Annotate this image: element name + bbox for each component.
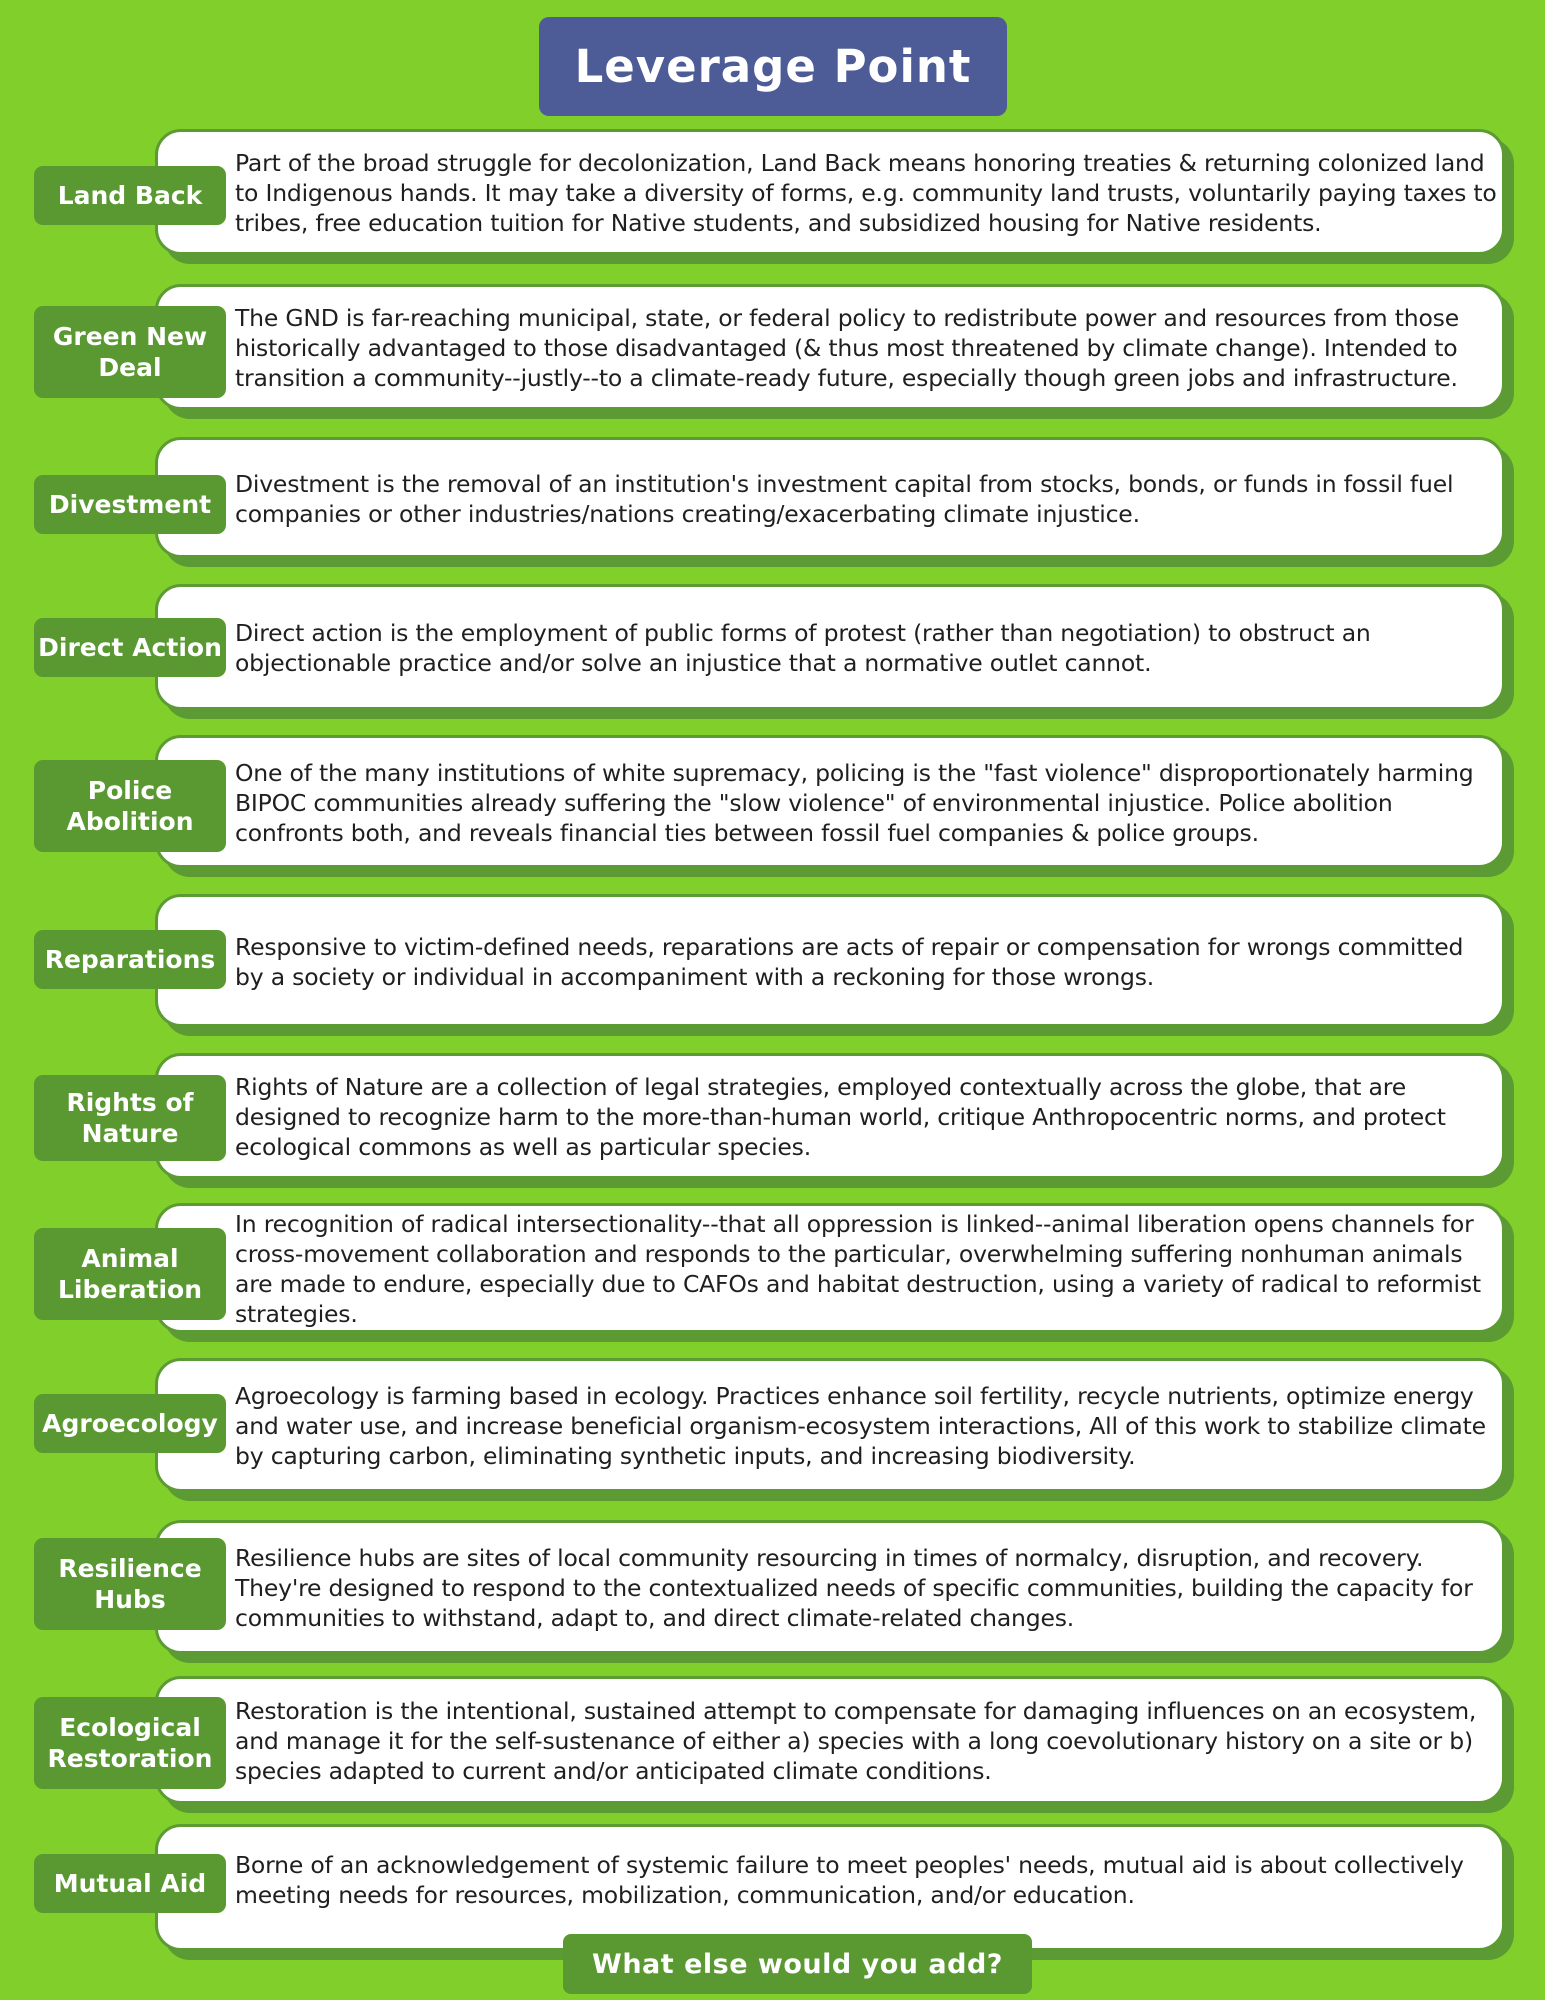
item-label: Green New Deal [34,306,226,398]
page-title-box [539,17,1007,116]
item-description: The GND is far-reaching municipal, state, or federal policy to redistribute power and resources from those historically advantaged to those disadvantaged (& thus most threatened by climate change). Intended to transition a community--justly--to a climate-ready future, especially though green jobs and infrastructure. [235,304,1459,392]
item-description: Borne of an acknowledgement of systemic failure to meet peoples' needs, mutual aid is about collectively meeting needs for resources, mobilization, communication, and/or education. [235,1851,1464,1909]
footer-prompt-box [563,1934,1032,1994]
item-label: Animal Liberation [34,1228,226,1320]
item-description: Restoration is the intentional, sustained attempt to compensate for damaging influences on an ecosystem, and manage it for the self-sustenance of either a) species with a long coevolutionary history on a site or b) species adapted to current and/or anticipated climate conditions. [235,1697,1477,1785]
item-description: One of the many institutions of white supremacy, policing is the "fast violence" disproportionately harming BIPOC communities already suffering the "slow violence" of environmental injustice. Police abolition confronts both, and reveals financial ties between fossil fuel companies & police groups. [235,758,1474,847]
item-description: Part of the broad struggle for decolonization, Land Back means honoring treaties & returning colonized land to Indigenous hands. It may take a diversity of forms, e.g. community land trusts, voluntarily paying taxes to tribes, free education tuition for Native students, and subsidized housing for Native residents. [235,149,1497,237]
item-label: Police Abolition [34,760,226,852]
item-description: Agroecology is farming based in ecology. Practices enhance soil fertility, recycle nutrients, optimize energy and water use, and increase beneficial organism-ecosystem interactions, All of this work to stabilize climate by capturing carbon, eliminating synthetic inputs, and increasing biodiversity. [235,1382,1486,1470]
item-label: Ecological Restoration [34,1697,226,1789]
item-label: Reparations [34,930,226,989]
item-label: Resilience Hubs [34,1538,226,1630]
item-description: Direct action is the employment of public forms of protest (rather than negotiation) to obstruct an objectionable practice and/or solve an injustice that a normative outlet cannot. [235,619,1371,677]
item-label: Mutual Aid [34,1854,226,1913]
item-description: In recognition of radical intersectionality--that all oppression is linked--animal liberation opens channels for cross-movement collaboration and responds to the particular, overwhelming suffering nonhuman animals are made to endure, especially due to CAFOs and habitat destruction, using a variety of radical to reformist strategies. [235,1210,1481,1328]
item-label: Direct Action [34,618,226,677]
page-title: Leverage Point [574,40,972,93]
item-label: Divestment [34,475,226,534]
item-label: Land Back [34,166,226,225]
item-description: Divestment is the removal of an institution's investment capital from stocks, bonds, or funds in fossil fuel companies or other industries/nations creating/exacerbating climate injustice. [235,469,1454,528]
item-label: Agroecology [34,1394,226,1453]
footer-prompt: What else would you add? [592,1948,1003,1980]
item-label: Rights of Nature [34,1075,226,1161]
item-description: Rights of Nature are a collection of legal strategies, employed contextually across the globe, that are designed to recognize harm to the more-than-human world, critique Anthropocentric norms, and protect ecological commons as well as particular species. [235,1073,1446,1161]
item-description: Responsive to victim-defined needs, reparations are acts of repair or compensation for wrongs committed by a society or individual in accompaniment with a reckoning for those wrongs. [235,932,1464,991]
item-description: Resilience hubs are sites of local community resourcing in times of normalcy, disruption, and recovery. They're designed to respond to the contextualized needs of specific communities, building the capacity for communities to withstand, adapt to, and direct climate-related changes. [235,1544,1473,1632]
